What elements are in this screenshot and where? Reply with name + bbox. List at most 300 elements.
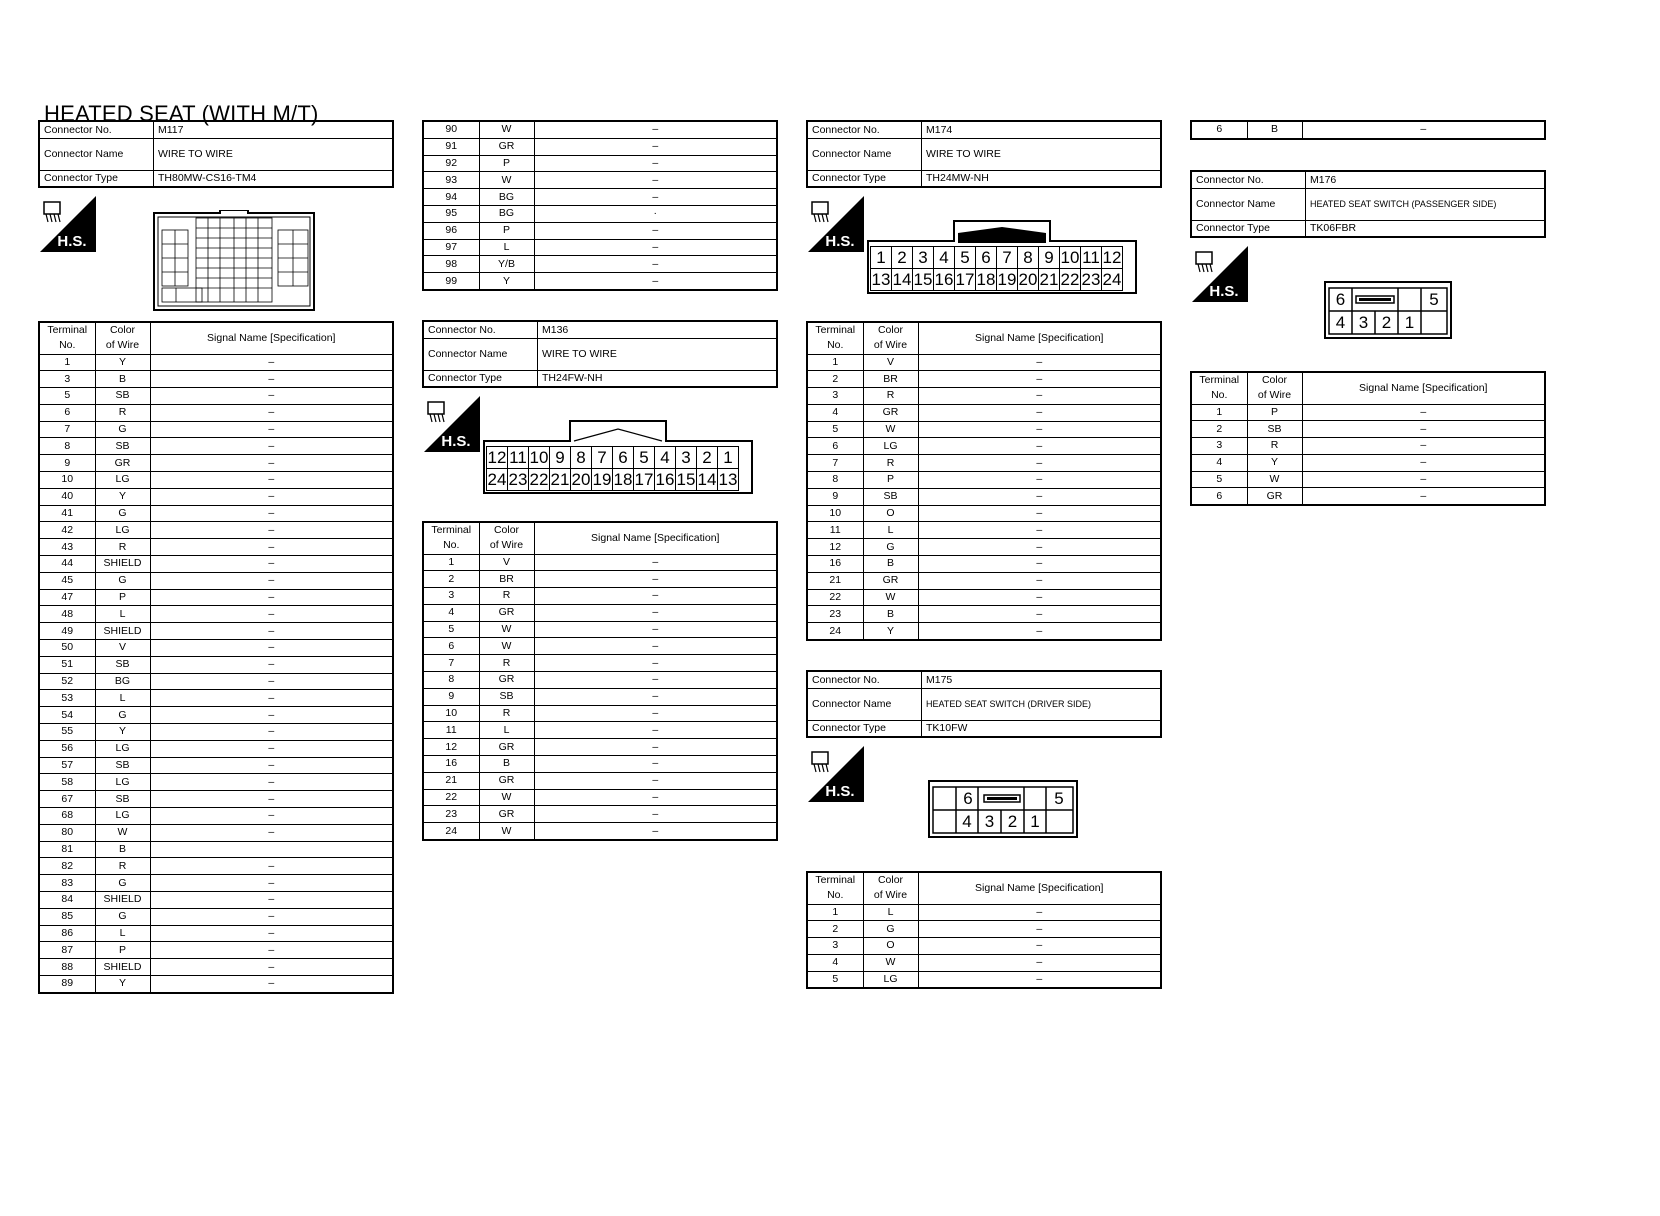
pin-label: 1 — [1030, 812, 1040, 831]
wire-color: B — [95, 841, 150, 858]
wire-color: Y — [1247, 454, 1302, 471]
terminal-no: 10 — [807, 505, 863, 522]
table-row — [807, 421, 1161, 438]
wire-color: W — [95, 824, 150, 841]
terminal-no: 10 — [423, 705, 479, 722]
pin-label: 5 — [1054, 789, 1064, 808]
wire-color: L — [863, 904, 918, 921]
wire-color: LG — [95, 740, 150, 757]
table-row — [807, 354, 1161, 371]
signal-name: – — [534, 571, 777, 588]
terminal-no: 2 — [807, 371, 863, 388]
connector-type-value: TH24MW-NH — [922, 170, 1162, 187]
terminal-no: 47 — [39, 589, 95, 606]
connector-face-m176 — [1324, 281, 1452, 339]
connector-type-value: TK10FW — [922, 720, 1162, 737]
terminal-no: 3 — [807, 388, 863, 405]
wire-color: Y — [95, 354, 150, 371]
table-row — [1191, 438, 1545, 455]
label-connector-no: Connector No. — [39, 121, 154, 138]
wire-color: LG — [95, 472, 150, 489]
connector-name-value: WIRE TO WIRE — [922, 138, 1162, 170]
table-row — [423, 138, 777, 155]
signal-name: – — [150, 757, 393, 774]
terminal-no: 9 — [39, 455, 95, 472]
signal-name: – — [150, 472, 393, 489]
wire-color: SB — [863, 488, 918, 505]
signal-name: – — [918, 455, 1161, 472]
wire-color: L — [479, 722, 534, 739]
signal-name: – — [150, 892, 393, 909]
table-row — [423, 273, 777, 290]
signal-name: – — [150, 404, 393, 421]
wire-color: W — [479, 621, 534, 638]
signal-name: – — [534, 273, 777, 290]
signal-name: – — [150, 455, 393, 472]
table-row — [807, 438, 1161, 455]
signal-name: – — [918, 971, 1161, 988]
connector-info-m136 — [422, 320, 778, 388]
pin-label: 5 — [1429, 290, 1439, 309]
connector-no-value: M136 — [538, 321, 778, 338]
pin-label: 4 — [934, 247, 955, 269]
terminal-no: 67 — [39, 791, 95, 808]
wire-color: W — [863, 954, 918, 971]
label-connector-name: Connector Name — [807, 138, 922, 170]
terminal-no: 21 — [807, 572, 863, 589]
terminal-no: 3 — [39, 371, 95, 388]
wire-color: SHIELD — [95, 623, 150, 640]
wire-color: R — [95, 539, 150, 556]
wire-color: W — [479, 638, 534, 655]
wire-color: L — [95, 690, 150, 707]
wire-color: GR — [479, 739, 534, 756]
signal-name: – — [918, 421, 1161, 438]
terminal-no: 9 — [423, 688, 479, 705]
table-row — [807, 522, 1161, 539]
terminal-table-m117-continued — [422, 120, 778, 291]
table-row — [423, 239, 777, 256]
terminal-no: 5 — [1191, 471, 1247, 488]
header-signal-name: Signal Name [Specification] — [150, 322, 393, 354]
terminal-no: 6 — [39, 404, 95, 421]
label-connector-name: Connector Name — [1191, 188, 1306, 220]
table-row — [39, 488, 393, 505]
terminal-no: 3 — [807, 938, 863, 955]
signal-name: – — [534, 155, 777, 172]
wire-color: W — [863, 589, 918, 606]
wire-color: V — [479, 554, 534, 571]
signal-name: – — [150, 556, 393, 573]
table-row — [807, 472, 1161, 489]
header-terminal-no: Terminal No. — [807, 872, 863, 904]
terminal-no: 88 — [39, 959, 95, 976]
wire-color: L — [95, 925, 150, 942]
signal-name: – — [150, 656, 393, 673]
signal-name: – — [150, 774, 393, 791]
table-row — [39, 640, 393, 657]
terminal-table-m117 — [38, 321, 394, 994]
table-row — [39, 707, 393, 724]
wire-color: SB — [95, 791, 150, 808]
terminal-no: 45 — [39, 572, 95, 589]
pin-label: 21 — [550, 469, 570, 489]
table-row — [39, 724, 393, 741]
table-row — [39, 925, 393, 942]
terminal-no: 89 — [39, 975, 95, 992]
wire-color: L — [479, 239, 534, 256]
table-row — [423, 189, 777, 206]
table-row — [39, 505, 393, 522]
pin-label: 12 — [1102, 247, 1122, 267]
wire-color: R — [863, 388, 918, 405]
table-row — [807, 921, 1161, 938]
terminal-no: 12 — [807, 539, 863, 556]
pin-label: 20 — [1018, 269, 1038, 289]
pin-label: 9 — [1039, 247, 1060, 269]
terminal-no: 42 — [39, 522, 95, 539]
header-wire-color: Color of Wire — [479, 522, 534, 554]
table-row — [807, 623, 1161, 640]
table-row — [39, 539, 393, 556]
table-row — [807, 556, 1161, 573]
pin-label: 2 — [892, 247, 913, 269]
terminal-no: 58 — [39, 774, 95, 791]
terminal-no: 12 — [423, 739, 479, 756]
pin-label: 11 — [509, 447, 527, 467]
signal-name: – — [534, 772, 777, 789]
wire-color: Y — [95, 724, 150, 741]
terminal-no: 5 — [39, 388, 95, 405]
pin-label: 8 — [571, 447, 592, 469]
signal-name: – — [918, 505, 1161, 522]
signal-name: · — [534, 205, 777, 222]
signal-name: – — [150, 488, 393, 505]
pin-label: 14 — [892, 269, 912, 289]
terminal-no: 91 — [423, 138, 479, 155]
wire-color: SHIELD — [95, 892, 150, 909]
signal-name: – — [534, 621, 777, 638]
wire-color: P — [479, 222, 534, 239]
table-row — [39, 740, 393, 757]
table-row — [39, 908, 393, 925]
label-connector-type: Connector Type — [807, 720, 922, 737]
wire-color: Y — [95, 488, 150, 505]
wire-color: R — [479, 705, 534, 722]
signal-name: – — [918, 623, 1161, 640]
pin-label: 18 — [976, 269, 996, 289]
connector-info-m175 — [806, 670, 1162, 738]
pin-label: 3 — [913, 247, 934, 269]
signal-name: – — [918, 938, 1161, 955]
signal-name: – — [150, 640, 393, 657]
table-row — [807, 455, 1161, 472]
signal-name: – — [534, 604, 777, 621]
connector-face-m117 — [152, 210, 316, 312]
table-row — [1191, 488, 1545, 505]
pin-label: 13 — [871, 269, 891, 289]
wire-color: G — [95, 875, 150, 892]
wire-color: SHIELD — [95, 959, 150, 976]
terminal-table-m175 — [806, 871, 1162, 989]
table-row — [39, 808, 393, 825]
table-row — [807, 488, 1161, 505]
wire-color: Y — [95, 975, 150, 992]
table-row — [39, 942, 393, 959]
table-row — [807, 572, 1161, 589]
pin-label: 14 — [697, 469, 717, 489]
pin-label: 6 — [1335, 290, 1346, 309]
terminal-no: 10 — [39, 472, 95, 489]
terminal-no: 85 — [39, 908, 95, 925]
terminal-no: 1 — [39, 354, 95, 371]
terminal-no: 40 — [39, 488, 95, 505]
hs-label: H.S. — [825, 233, 855, 250]
signal-name: – — [1302, 471, 1545, 488]
terminal-no: 3 — [1191, 438, 1247, 455]
table-row — [423, 756, 777, 773]
table-row — [1191, 421, 1545, 438]
signal-name: – — [1302, 454, 1545, 471]
pin-label: 3 — [984, 812, 995, 831]
signal-name: – — [918, 438, 1161, 455]
signal-name: – — [534, 554, 777, 571]
table-row — [39, 841, 393, 858]
terminal-no: 9 — [807, 488, 863, 505]
wire-color: B — [863, 606, 918, 623]
wire-color: LG — [95, 808, 150, 825]
table-row — [423, 705, 777, 722]
signal-name: – — [150, 824, 393, 841]
table-row — [39, 455, 393, 472]
signal-name: – — [150, 740, 393, 757]
terminal-no: 8 — [423, 672, 479, 689]
table-row — [423, 571, 777, 588]
terminal-no: 2 — [423, 571, 479, 588]
pin-label: 12 — [487, 447, 507, 467]
signal-name: – — [534, 756, 777, 773]
header-terminal-no: Terminal No. — [423, 522, 479, 554]
signal-name: – — [534, 138, 777, 155]
wire-color: V — [95, 640, 150, 657]
signal-name: – — [534, 823, 777, 840]
table-row — [39, 757, 393, 774]
signal-name — [150, 841, 393, 858]
terminal-no: 22 — [423, 789, 479, 806]
signal-name: – — [918, 371, 1161, 388]
table-row — [423, 772, 777, 789]
signal-name: – — [150, 522, 393, 539]
wire-color: GR — [479, 672, 534, 689]
table-row — [1191, 471, 1545, 488]
signal-name: – — [918, 904, 1161, 921]
wire-color: R — [95, 858, 150, 875]
connector-type-value: TH24FW-NH — [538, 370, 778, 387]
table-row — [39, 656, 393, 673]
table-row — [39, 892, 393, 909]
table-row — [423, 655, 777, 672]
terminal-no: 95 — [423, 205, 479, 222]
wire-color: BR — [479, 571, 534, 588]
signal-name: – — [534, 739, 777, 756]
terminal-no: 4 — [807, 954, 863, 971]
connector-name-value: HEATED SEAT SWITCH (DRIVER SIDE) — [922, 688, 1162, 720]
pin-label: 10 — [529, 447, 549, 467]
table-row — [423, 256, 777, 273]
harness-side-icon — [808, 196, 864, 252]
signal-name: – — [918, 539, 1161, 556]
terminal-no: 24 — [423, 823, 479, 840]
wire-color: G — [863, 921, 918, 938]
header-terminal-no: Terminal No. — [1191, 372, 1247, 404]
table-row — [39, 606, 393, 623]
signal-name: – — [534, 189, 777, 206]
signal-name: – — [150, 354, 393, 371]
wire-color: O — [863, 505, 918, 522]
pin-label: 17 — [955, 269, 975, 289]
signal-name: – — [534, 638, 777, 655]
wire-color: R — [1247, 438, 1302, 455]
wire-color: W — [479, 172, 534, 189]
wire-color: W — [1247, 471, 1302, 488]
header-terminal-no: Terminal No. — [39, 322, 95, 354]
pin-label: 5 — [955, 247, 976, 269]
terminal-no: 6 — [423, 638, 479, 655]
pin-label: 3 — [1358, 313, 1369, 332]
terminal-no: 4 — [1191, 454, 1247, 471]
signal-name: – — [918, 572, 1161, 589]
connector-face-m136 — [482, 419, 754, 495]
connector-name-value: WIRE TO WIRE — [154, 138, 394, 170]
label-connector-no: Connector No. — [807, 121, 922, 138]
terminal-no: 23 — [807, 606, 863, 623]
table-row — [423, 621, 777, 638]
wire-color: R — [863, 455, 918, 472]
pin-label: 24 — [1102, 269, 1122, 289]
table-row — [39, 371, 393, 388]
signal-name: – — [918, 388, 1161, 405]
terminal-no: 22 — [807, 589, 863, 606]
pin-label: 4 — [962, 812, 972, 831]
pin-label: 17 — [634, 469, 654, 489]
terminal-no: 53 — [39, 690, 95, 707]
table-row — [423, 672, 777, 689]
wire-color: G — [95, 421, 150, 438]
table-row — [807, 371, 1161, 388]
wire-color: O — [863, 938, 918, 955]
connector-name-value: HEATED SEAT SWITCH (PASSENGER SIDE) — [1306, 188, 1546, 220]
terminal-table-m175-continued — [1190, 120, 1546, 140]
header-signal-name: Signal Name [Specification] — [918, 872, 1161, 904]
terminal-no: 56 — [39, 740, 95, 757]
terminal-no: 41 — [39, 505, 95, 522]
signal-name: – — [150, 808, 393, 825]
pin-label: 8 — [1018, 247, 1039, 269]
signal-name: – — [918, 954, 1161, 971]
connector-info-m176 — [1190, 170, 1546, 238]
signal-name: – — [918, 472, 1161, 489]
wire-color: P — [95, 942, 150, 959]
table-row — [423, 155, 777, 172]
label-connector-name: Connector Name — [423, 338, 538, 370]
wire-color: G — [95, 505, 150, 522]
table-row — [807, 388, 1161, 405]
signal-name: – — [534, 806, 777, 823]
pin-label: 10 — [1060, 247, 1080, 267]
table-row — [807, 938, 1161, 955]
wire-color: BG — [479, 189, 534, 206]
terminal-no: 4 — [423, 604, 479, 621]
signal-name: – — [150, 959, 393, 976]
terminal-no: 5 — [807, 971, 863, 988]
terminal-no: 6 — [807, 438, 863, 455]
connector-type-value: TH80MW-CS16-TM4 — [154, 170, 394, 187]
signal-name: – — [150, 875, 393, 892]
signal-name: – — [534, 705, 777, 722]
label-connector-type: Connector Type — [39, 170, 154, 187]
signal-name: – — [534, 722, 777, 739]
signal-name: – — [918, 522, 1161, 539]
wire-color: G — [863, 539, 918, 556]
table-row — [423, 789, 777, 806]
signal-name: – — [918, 921, 1161, 938]
terminal-no: 8 — [39, 438, 95, 455]
terminal-no: 6 — [1191, 488, 1247, 505]
label-connector-type: Connector Type — [423, 370, 538, 387]
pin-label: 18 — [613, 469, 633, 489]
pin-label: 15 — [913, 269, 933, 289]
table-row — [423, 554, 777, 571]
wire-color: Y/B — [479, 256, 534, 273]
table-row — [39, 858, 393, 875]
signal-name: – — [534, 588, 777, 605]
signal-name: – — [1302, 488, 1545, 505]
wire-color: R — [95, 404, 150, 421]
terminal-no: 80 — [39, 824, 95, 841]
pin-label: 7 — [997, 247, 1018, 269]
signal-name: – — [1302, 438, 1545, 455]
pin-label: 16 — [934, 269, 954, 289]
table-row — [807, 539, 1161, 556]
signal-name: – — [534, 239, 777, 256]
wire-color: GR — [863, 404, 918, 421]
terminal-no: 1 — [807, 904, 863, 921]
pin-label: 20 — [571, 469, 591, 489]
table-row — [39, 438, 393, 455]
wire-color: P — [1247, 404, 1302, 421]
table-row — [39, 572, 393, 589]
signal-name: – — [150, 690, 393, 707]
signal-name: – — [534, 172, 777, 189]
label-connector-name: Connector Name — [39, 138, 154, 170]
terminal-no: 16 — [423, 756, 479, 773]
signal-name: – — [150, 606, 393, 623]
table-row — [423, 588, 777, 605]
table-row — [423, 739, 777, 756]
wire-color: P — [95, 589, 150, 606]
signal-name: – — [534, 789, 777, 806]
connector-info-m174 — [806, 120, 1162, 188]
wire-color: GR — [863, 572, 918, 589]
label-connector-name: Connector Name — [807, 688, 922, 720]
pin-label: 6 — [613, 447, 634, 469]
signal-name: – — [150, 388, 393, 405]
header-terminal-no: Terminal No. — [807, 322, 863, 354]
pin-label: 11 — [1082, 247, 1100, 267]
pin-label: 4 — [655, 447, 676, 469]
signal-name: – — [150, 858, 393, 875]
signal-name: – — [534, 672, 777, 689]
